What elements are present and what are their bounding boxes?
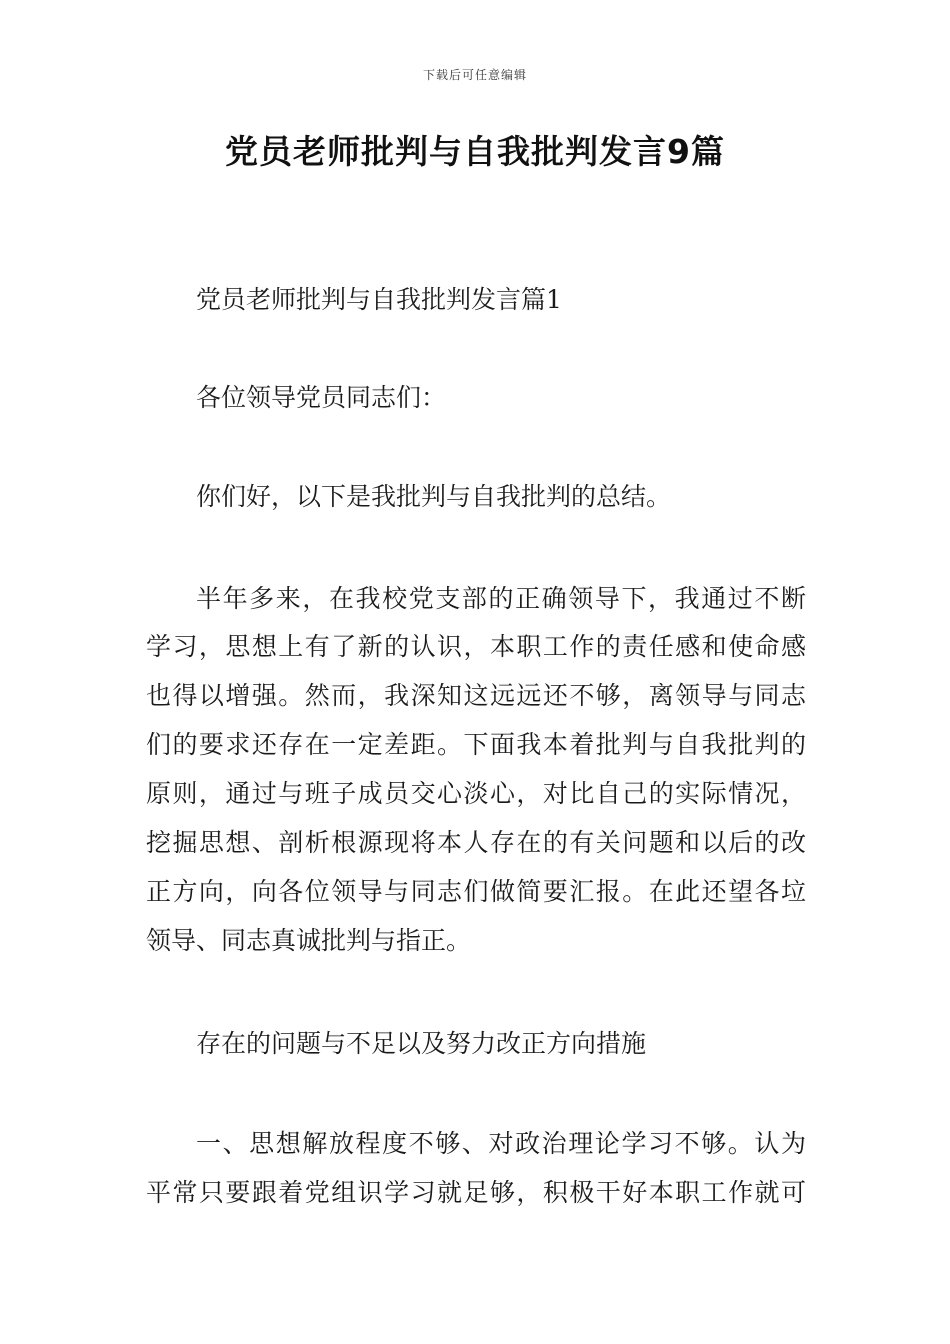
paragraph-line: 原则，通过与班子成员交心淡心，对比自己的实际情况， [146,779,806,808]
paragraph-line: 挖掘思想、剖析根源现将本人存在的有关问题和以后的改 [146,828,806,857]
paragraph-line: 领导、同志真诚批判与指正。 [146,926,472,955]
section-heading: 党员老师批判与自我批判发言篇1 [196,285,562,314]
greeting: 你们好，以下是我批判与自我批判的总结。 [196,482,672,511]
header-note: 下载后可任意编辑 [422,68,527,82]
paragraph-line: 正方向，向各位领导与同志们做简要汇报。在此还望各垃 [146,877,806,906]
paragraph-line: 学习，思想上有了新的认识，本职工作的责任感和使命感 [146,632,806,661]
subheading: 存在的问题与不足以及努力改正方向措施 [196,1029,647,1058]
paragraph-line: 平常只要跟着党组识学习就足够，积极干好本职工作就可 [146,1178,806,1207]
salutation: 各位领导党员同志们： [196,383,447,412]
paragraph-line: 也得以增强。然而，我深知这远远还不够，离领导与同志 [146,681,806,710]
page-title: 党员老师批判与自我批判发言9篇 [225,132,725,171]
paragraph-line: 一、思想解放程度不够、对政治理论学习不够。认为 [196,1129,806,1158]
paragraph-line: 半年多来，在我校党支部的正确领导下，我通过不断 [196,584,806,613]
paragraph-line: 们的要求还存在一定差距。下面我本着批判与自我批判的 [146,730,806,759]
